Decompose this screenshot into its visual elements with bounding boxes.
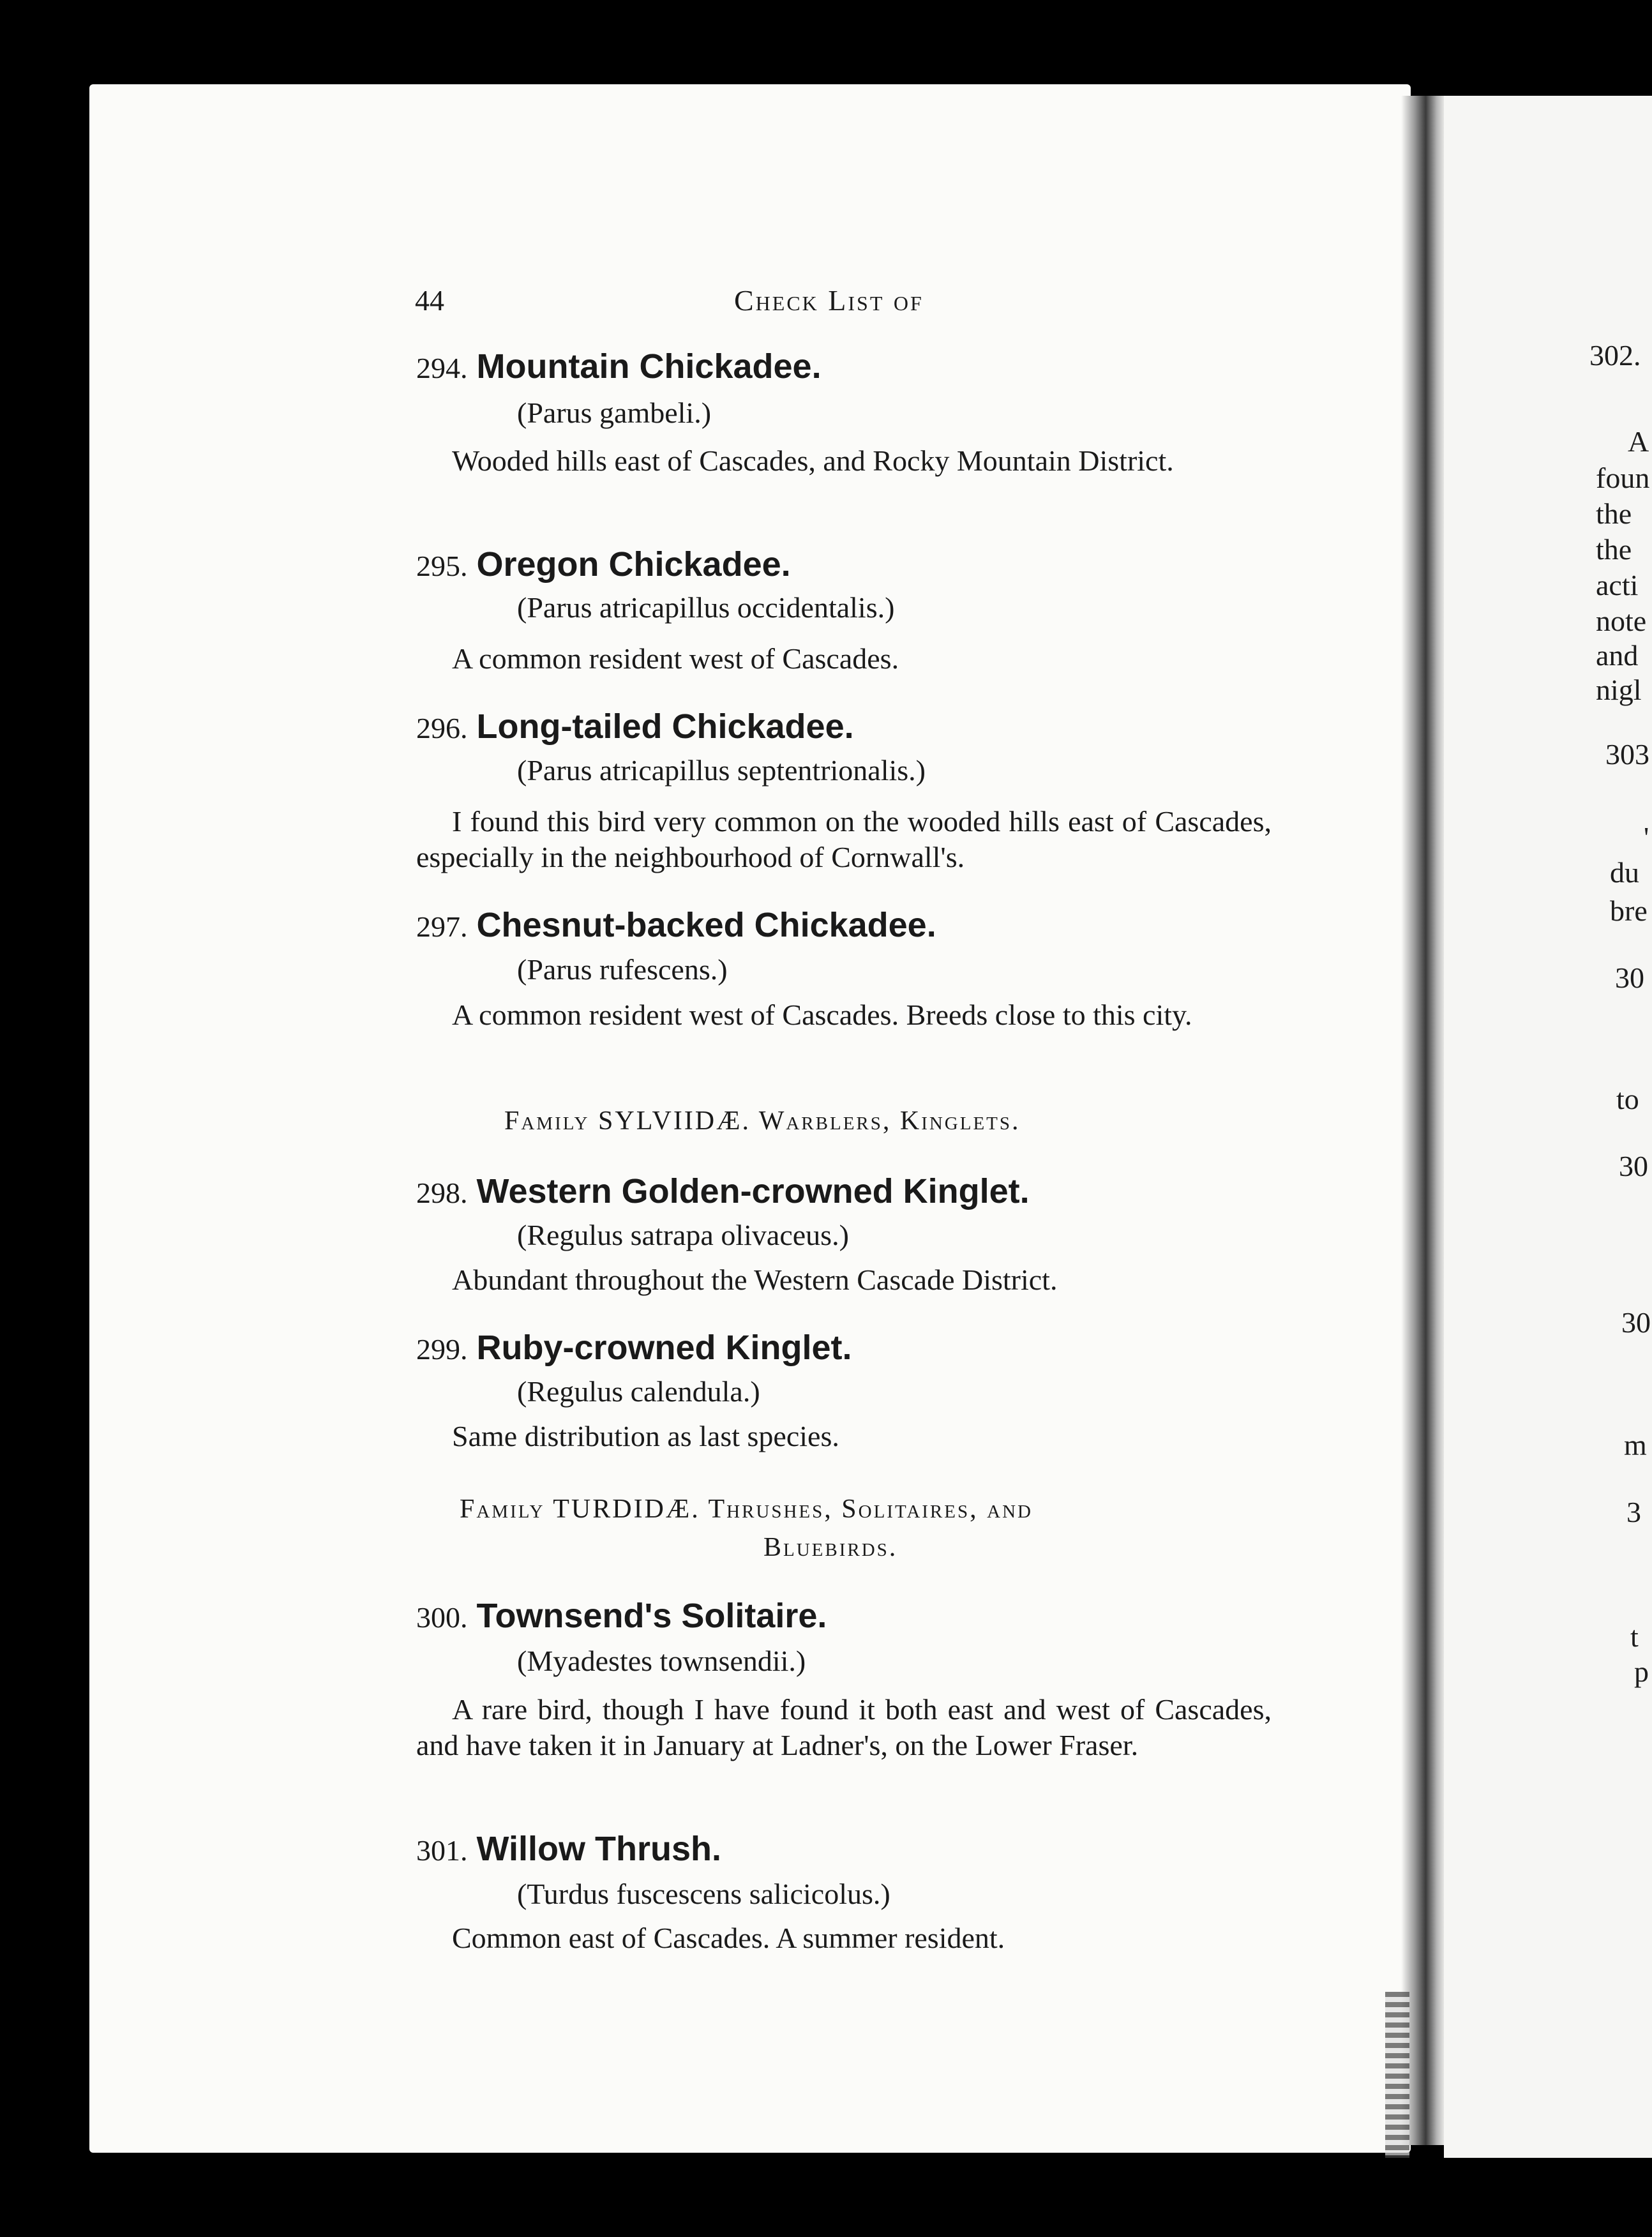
entry-description: A common resident west of Cascades. bbox=[452, 642, 899, 675]
scientific-name: (Regulus calendula.) bbox=[517, 1375, 760, 1408]
scientific-name: (Turdus fuscescens salicicolus.) bbox=[517, 1878, 890, 1910]
scientific-name: (Regulus satrapa olivaceus.) bbox=[517, 1219, 849, 1251]
entry-description: I found this bird very common on the wooded hills east of Cascades, especially in the neighbourhood of Cornwall's. bbox=[416, 805, 1272, 873]
entry-number: 299. bbox=[416, 1333, 468, 1366]
entry-heading bbox=[416, 1171, 1030, 1211]
entry-heading bbox=[416, 707, 854, 746]
scientific-name: (Myadestes townsendii.) bbox=[517, 1645, 806, 1677]
entry-number: 296. bbox=[416, 712, 468, 744]
entry-number: 300. bbox=[416, 1601, 468, 1634]
right-page-fragment: foun bbox=[1596, 462, 1650, 494]
family-heading: Family SYLVIIDÆ. Warblers, Kinglets. bbox=[504, 1106, 1021, 1136]
right-page-fragment: acti bbox=[1596, 569, 1639, 601]
right-page-fragment: 303 bbox=[1605, 738, 1649, 771]
scientific-name: (Parus atricapillus septentrionalis.) bbox=[517, 754, 926, 787]
entry-number: 294. bbox=[416, 352, 468, 384]
page-number: 44 bbox=[415, 284, 444, 317]
entry-heading bbox=[416, 1829, 721, 1869]
right-page bbox=[1444, 96, 1652, 2158]
right-page-fragment: nigl bbox=[1596, 674, 1642, 706]
entry-name: Western Golden-crowned Kinglet. bbox=[476, 1172, 1030, 1210]
entry-description: Same distribution as last species. bbox=[452, 1420, 839, 1452]
entry-name: Mountain Chickadee. bbox=[476, 347, 822, 386]
right-page-fragment: m bbox=[1624, 1429, 1647, 1461]
entry-name: Ruby-crowned Kinglet. bbox=[476, 1329, 852, 1367]
entry-name: Long-tailed Chickadee. bbox=[476, 707, 854, 746]
entry-number: 297. bbox=[416, 910, 468, 943]
scientific-name: (Parus atricapillus occidentalis.) bbox=[517, 591, 895, 624]
binding-stitch bbox=[1385, 1992, 1409, 2158]
right-page-fragment: the bbox=[1596, 497, 1632, 530]
scientific-name: (Parus gambeli.) bbox=[517, 396, 712, 429]
entry-number: 295. bbox=[416, 550, 468, 582]
right-page-fragment: to bbox=[1616, 1083, 1639, 1115]
right-page-fragment: 30 bbox=[1619, 1150, 1648, 1182]
right-page-fragment: and bbox=[1596, 639, 1639, 672]
entry-name: Chesnut-backed Chickadee. bbox=[476, 906, 936, 944]
scientific-name: (Parus rufescens.) bbox=[517, 953, 728, 986]
entry-heading bbox=[416, 347, 822, 386]
entry-heading bbox=[416, 545, 791, 584]
family-heading: Family TURDIDÆ. Thrushes, Solitaires, and bbox=[460, 1495, 1033, 1524]
running-title: Check List of bbox=[734, 284, 924, 317]
right-page-fragment: A bbox=[1628, 425, 1649, 458]
entry-heading bbox=[416, 905, 936, 945]
entry-name: Townsend's Solitaire. bbox=[476, 1597, 827, 1635]
entry-description: Common east of Cascades. A summer resident. bbox=[452, 1922, 1005, 1954]
entry-number: 301. bbox=[416, 1834, 468, 1867]
entry-name: Willow Thrush. bbox=[476, 1830, 721, 1868]
right-page-fragment: bre bbox=[1610, 894, 1648, 927]
right-page-fragment: 30 bbox=[1621, 1306, 1651, 1339]
right-page-fragment: 3 bbox=[1626, 1496, 1641, 1528]
right-page-fragment: 30 bbox=[1615, 961, 1644, 994]
entry-description: A rare bird, though I have found it both east and west of Cascades, and have taken it in January at Ladner's, on the Lower Fraser. bbox=[416, 1693, 1272, 1761]
entry-description: Abundant throughout the Western Cascade District. bbox=[452, 1263, 1058, 1296]
right-page-fragment: du bbox=[1610, 856, 1639, 889]
right-page-fragment: note bbox=[1596, 605, 1647, 637]
entry-name: Oregon Chickadee. bbox=[476, 545, 791, 584]
right-page-fragment: 302. bbox=[1589, 339, 1641, 372]
right-page-fragment: t bbox=[1630, 1620, 1639, 1653]
entry-number: 298. bbox=[416, 1177, 468, 1209]
right-page-fragment: p bbox=[1634, 1655, 1649, 1688]
entry-heading bbox=[416, 1596, 827, 1636]
right-page-fragment: ' bbox=[1644, 821, 1649, 854]
entry-description: Wooded hills east of Cascades, and Rocky Mountain District. bbox=[452, 444, 1174, 477]
entry-description: A common resident west of Cascades. Breeds close to this city. bbox=[452, 998, 1192, 1031]
book-gutter bbox=[1401, 96, 1446, 2145]
right-page-fragment: the bbox=[1596, 533, 1632, 566]
entry-heading bbox=[416, 1328, 852, 1367]
family-heading-continued: Bluebirds. bbox=[763, 1533, 898, 1562]
